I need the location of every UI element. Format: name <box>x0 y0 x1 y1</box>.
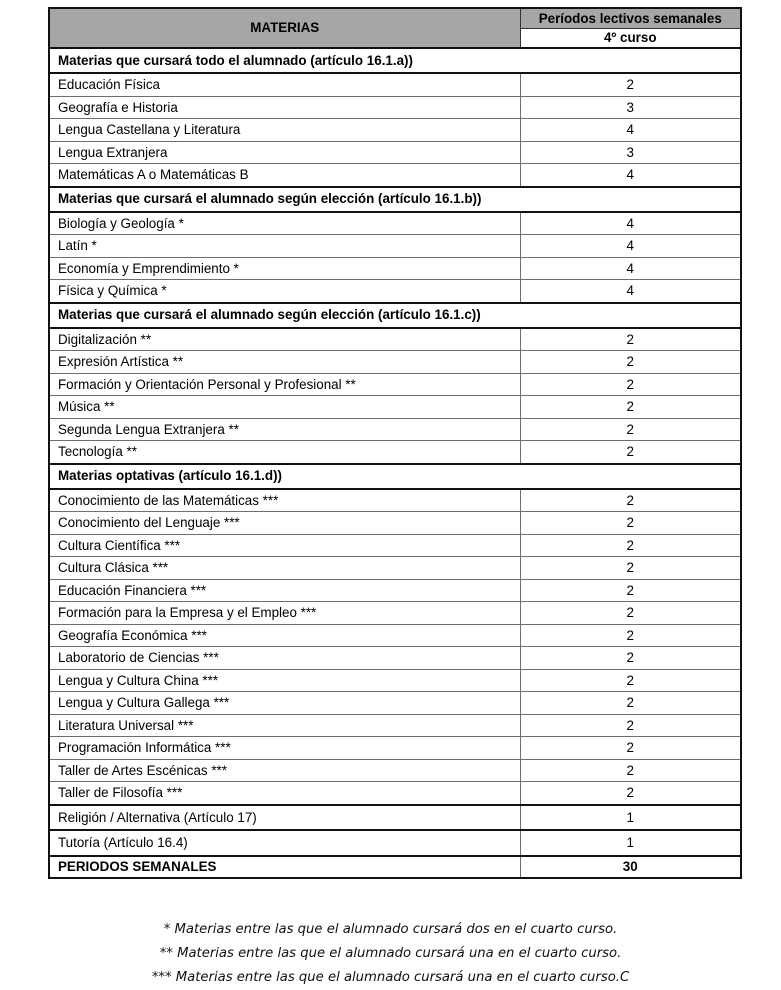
weekly-periods: 2 <box>520 647 741 670</box>
section-header-row <box>49 464 741 489</box>
subject-name: Lengua Castellana y Literatura <box>49 119 520 142</box>
table-row <box>49 280 741 303</box>
section-title: Materias que cursará todo el alumnado (artículo 16.1.a)) <box>49 48 741 73</box>
subjects-table <box>48 7 742 879</box>
total-periods: 30 <box>520 856 741 878</box>
table-row <box>49 512 741 535</box>
subject-name: Conocimiento de las Matemáticas *** <box>49 489 520 512</box>
subject-name: Cultura Científica *** <box>49 534 520 557</box>
subject-name: Educación Física <box>49 73 520 96</box>
section-header-row <box>49 303 741 328</box>
periods-column-header: Períodos lectivos semanales <box>520 8 741 29</box>
subject-name: Formación para la Empresa y el Empleo *** <box>49 602 520 625</box>
subject-name: Música ** <box>49 396 520 419</box>
table-row <box>49 669 741 692</box>
weekly-periods: 2 <box>520 351 741 374</box>
table-row <box>49 489 741 512</box>
subject-name: Programación Informática *** <box>49 737 520 760</box>
section-title: Materias optativas (artículo 16.1.d)) <box>49 464 741 489</box>
table-row <box>49 119 741 142</box>
weekly-periods: 1 <box>520 805 741 831</box>
subject-name: Expresión Artística ** <box>49 351 520 374</box>
table-row <box>49 96 741 119</box>
table-row <box>49 647 741 670</box>
table-row <box>49 805 741 831</box>
table-row <box>49 579 741 602</box>
subject-name: Digitalización ** <box>49 328 520 351</box>
weekly-periods: 2 <box>520 73 741 96</box>
subject-name: Cultura Clásica *** <box>49 557 520 580</box>
subject-name: Taller de Artes Escénicas *** <box>49 759 520 782</box>
section-title: Materias que cursará el alumnado según elección (artículo 16.1.b)) <box>49 187 741 212</box>
table-row <box>49 737 741 760</box>
total-row <box>49 856 741 878</box>
weekly-periods: 2 <box>520 602 741 625</box>
weekly-periods: 2 <box>520 489 741 512</box>
weekly-periods: 3 <box>520 96 741 119</box>
course-column-header: 4º curso <box>520 29 741 49</box>
weekly-periods: 4 <box>520 257 741 280</box>
weekly-periods: 4 <box>520 212 741 235</box>
table-row <box>49 441 741 464</box>
subject-name: Religión / Alternativa (Artículo 17) <box>49 805 520 831</box>
weekly-periods: 2 <box>520 441 741 464</box>
table-row <box>49 692 741 715</box>
section-title: Materias que cursará el alumnado según elección (artículo 16.1.c)) <box>49 303 741 328</box>
table-row <box>49 714 741 737</box>
subject-name: Geografía Económica *** <box>49 624 520 647</box>
subject-name: Literatura Universal *** <box>49 714 520 737</box>
table-row <box>49 73 741 96</box>
table-row <box>49 212 741 235</box>
table-row <box>49 782 741 805</box>
subject-name: Educación Financiera *** <box>49 579 520 602</box>
footnote-one-star: * Materias entre las que el alumnado cursará dos en el cuarto curso. <box>163 922 618 937</box>
table-row <box>49 624 741 647</box>
weekly-periods: 4 <box>520 119 741 142</box>
subject-name: Lengua Extranjera <box>49 141 520 164</box>
table-row <box>49 602 741 625</box>
table-row <box>49 759 741 782</box>
section-header-row <box>49 48 741 73</box>
subject-name: Tecnología ** <box>49 441 520 464</box>
footnotes <box>0 918 781 990</box>
table-body <box>49 48 741 878</box>
table-row <box>49 396 741 419</box>
subject-name: Segunda Lengua Extranjera ** <box>49 418 520 441</box>
table-row <box>49 328 741 351</box>
weekly-periods: 2 <box>520 714 741 737</box>
table-row <box>49 141 741 164</box>
subject-name: Biología y Geología * <box>49 212 520 235</box>
weekly-periods: 2 <box>520 373 741 396</box>
total-label: PERIODOS SEMANALES <box>49 856 520 878</box>
weekly-periods: 2 <box>520 534 741 557</box>
weekly-periods: 1 <box>520 830 741 856</box>
subject-name: Matemáticas A o Matemáticas B <box>49 164 520 187</box>
weekly-periods: 2 <box>520 557 741 580</box>
table-row <box>49 351 741 374</box>
footnote-three-stars: *** Materias entre las que el alumnado cursará una en el cuarto curso.C <box>151 970 630 985</box>
subject-name: Formación y Orientación Personal y Profesional ** <box>49 373 520 396</box>
subject-name: Latín * <box>49 235 520 258</box>
table-row <box>49 830 741 856</box>
subject-name: Lengua y Cultura Gallega *** <box>49 692 520 715</box>
weekly-periods: 2 <box>520 396 741 419</box>
table-row <box>49 534 741 557</box>
subject-name: Taller de Filosofía *** <box>49 782 520 805</box>
table-row <box>49 418 741 441</box>
weekly-periods: 2 <box>520 579 741 602</box>
subject-name: Física y Química * <box>49 280 520 303</box>
weekly-periods: 4 <box>520 280 741 303</box>
weekly-periods: 2 <box>520 669 741 692</box>
weekly-periods: 3 <box>520 141 741 164</box>
section-header-row <box>49 187 741 212</box>
weekly-periods: 4 <box>520 235 741 258</box>
table-row <box>49 257 741 280</box>
table-row <box>49 164 741 187</box>
table-row <box>49 235 741 258</box>
subject-name: Conocimiento del Lenguaje *** <box>49 512 520 535</box>
weekly-periods: 4 <box>520 164 741 187</box>
table-row <box>49 557 741 580</box>
subject-name: Lengua y Cultura China *** <box>49 669 520 692</box>
weekly-periods: 2 <box>520 328 741 351</box>
header-row <box>49 8 741 29</box>
weekly-periods: 2 <box>520 692 741 715</box>
subject-name: Laboratorio de Ciencias *** <box>49 647 520 670</box>
weekly-periods: 2 <box>520 512 741 535</box>
weekly-periods: 2 <box>520 624 741 647</box>
weekly-periods: 2 <box>520 737 741 760</box>
footnote-two-stars: ** Materias entre las que el alumnado cursará una en el cuarto curso. <box>159 946 622 961</box>
subject-name: Economía y Emprendimiento * <box>49 257 520 280</box>
subject-name: Tutoría (Artículo 16.4) <box>49 830 520 856</box>
subjects-column-header: MATERIAS <box>49 8 520 48</box>
subject-name: Geografía e Historia <box>49 96 520 119</box>
weekly-periods: 2 <box>520 782 741 805</box>
weekly-periods: 2 <box>520 759 741 782</box>
weekly-periods: 2 <box>520 418 741 441</box>
table-row <box>49 373 741 396</box>
